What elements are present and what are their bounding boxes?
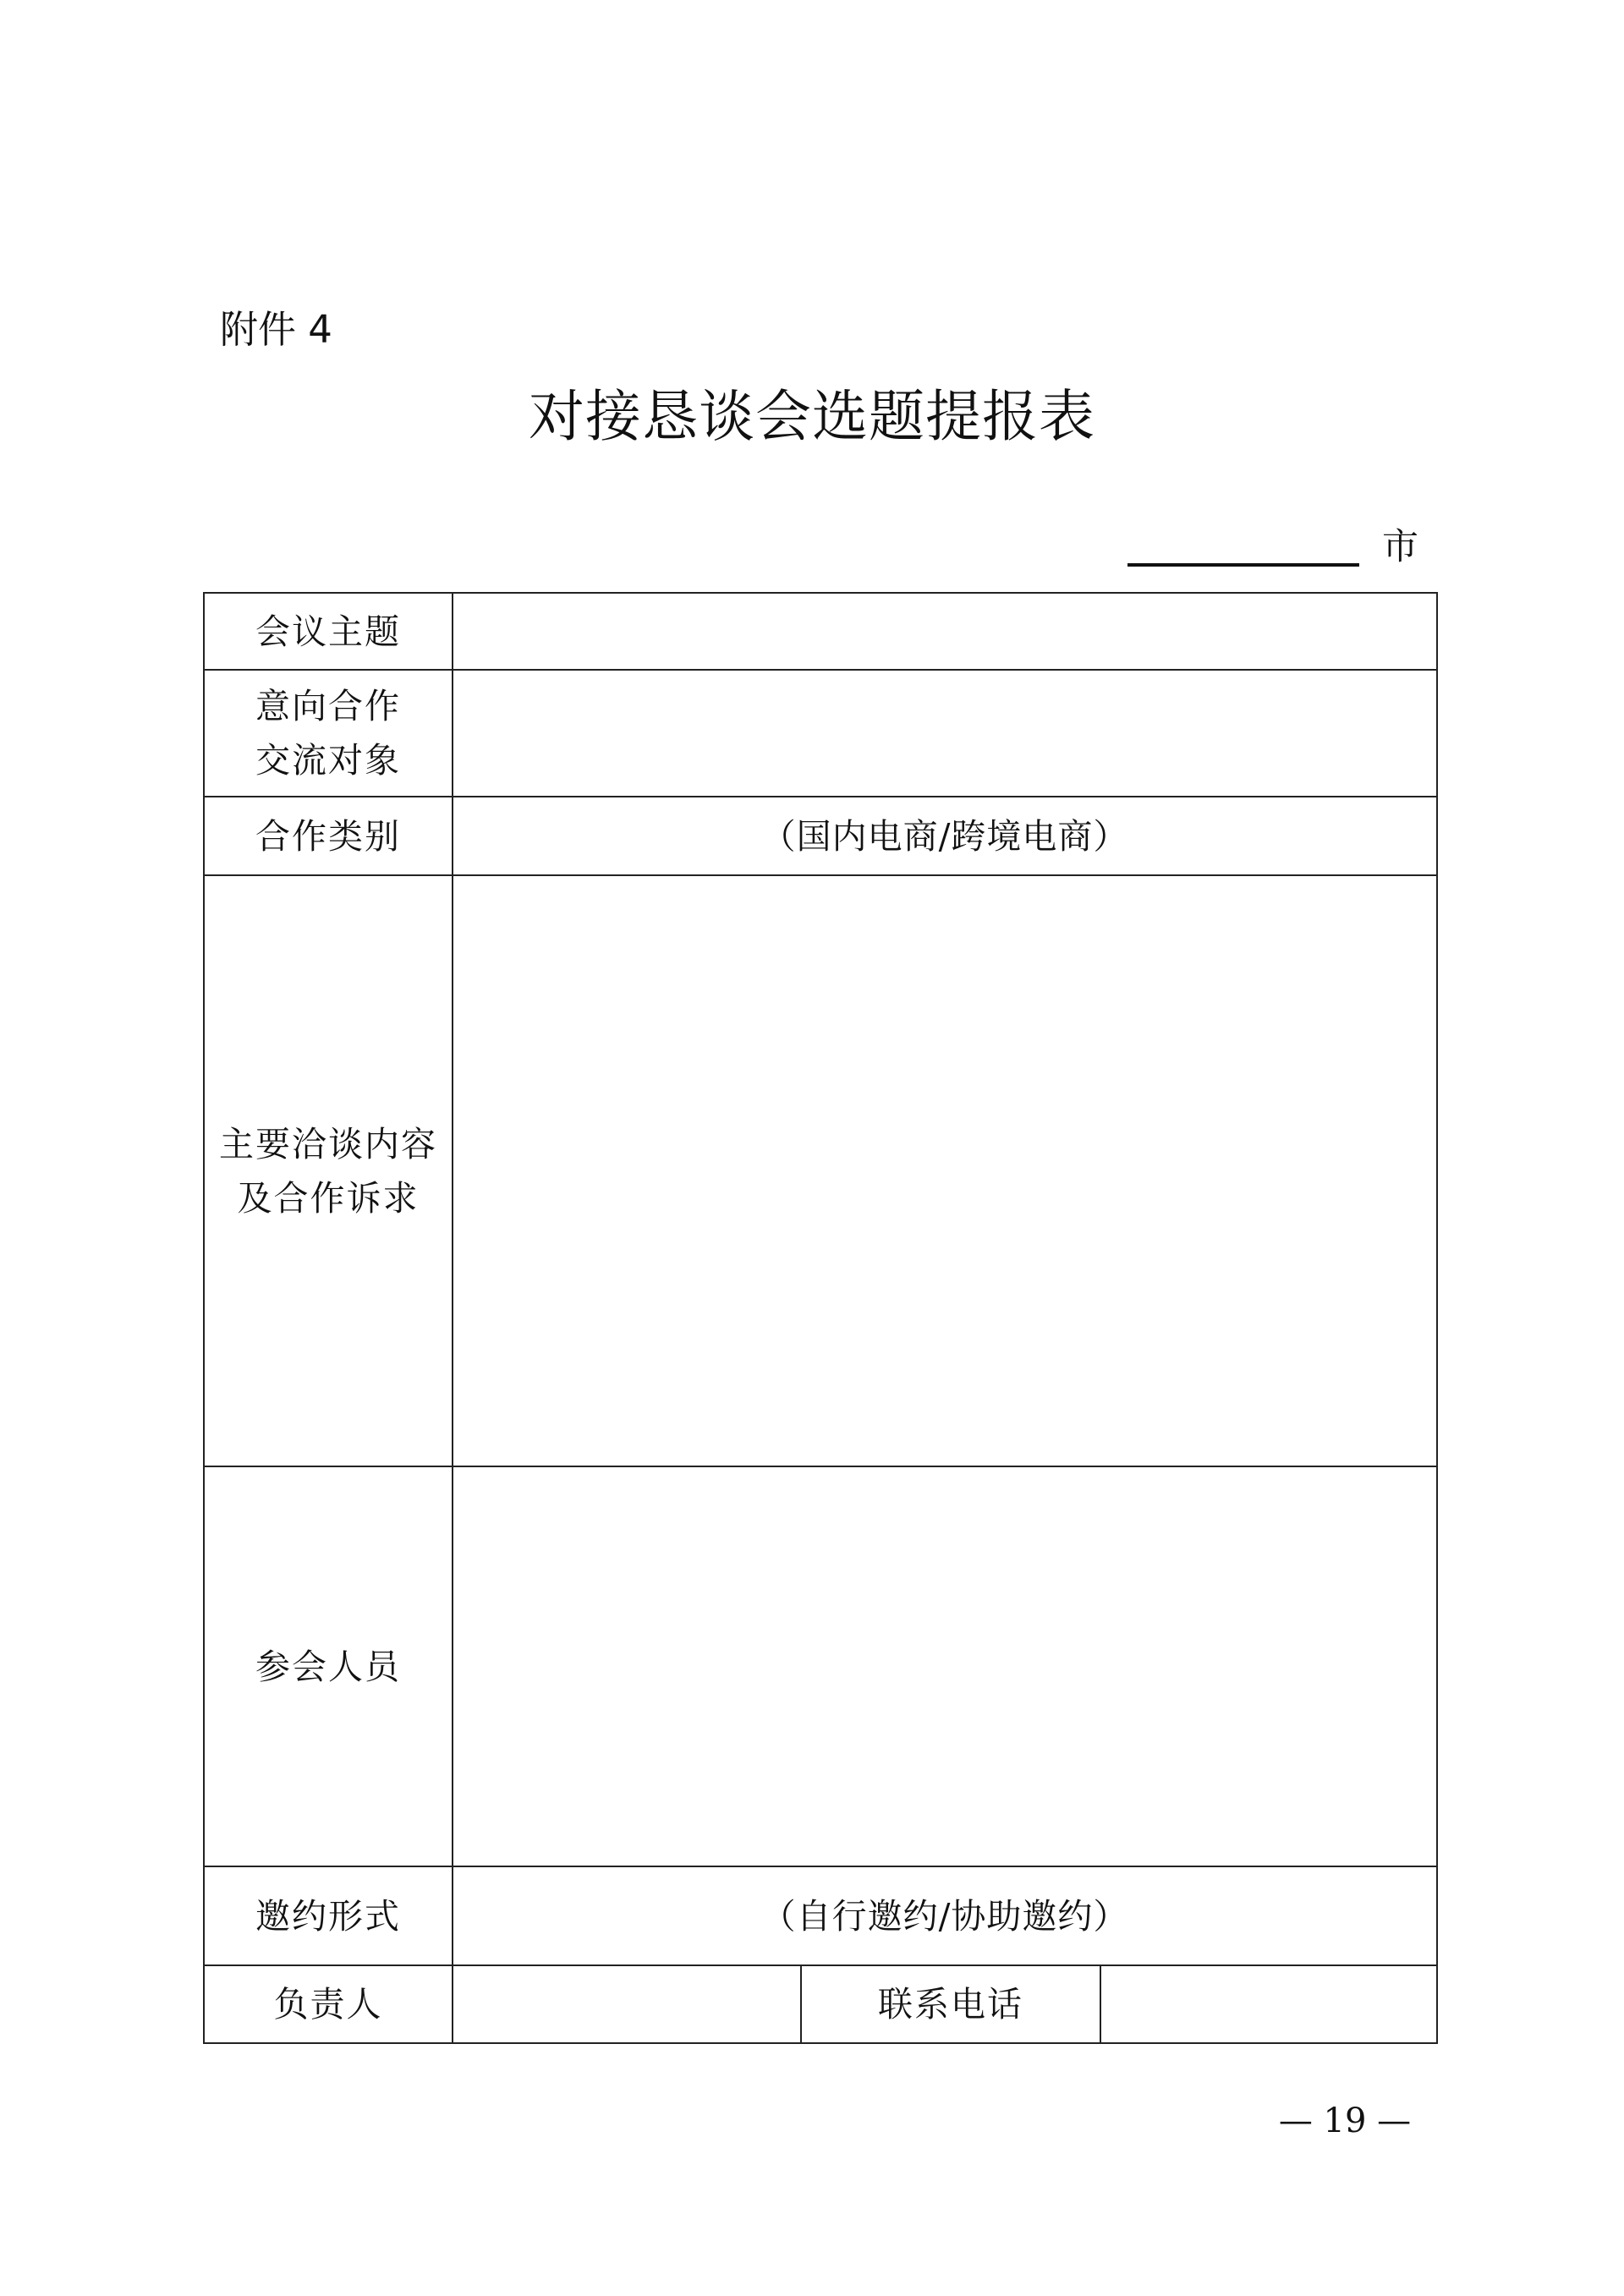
category-field[interactable]: （国内电商/跨境电商） bbox=[453, 797, 1437, 875]
content-label-line1: 主要洽谈内容 bbox=[219, 1123, 437, 1164]
topic-label: 会议主题 bbox=[204, 593, 453, 670]
city-suffix: 市 bbox=[1382, 526, 1418, 568]
owner-field[interactable] bbox=[453, 1965, 801, 2043]
phone-label: 联系电话 bbox=[801, 1965, 1100, 2043]
topic-field[interactable] bbox=[453, 593, 1437, 670]
row-invite bbox=[204, 1866, 1437, 1965]
row-category bbox=[204, 797, 1437, 875]
attachment-label: 附件 4 bbox=[220, 307, 332, 352]
row-topic bbox=[204, 593, 1437, 670]
attendees-field[interactable] bbox=[453, 1466, 1437, 1866]
category-label: 合作类别 bbox=[204, 797, 453, 875]
row-partner bbox=[204, 670, 1437, 797]
form-title: 对接恳谈会选题提报表 bbox=[529, 384, 1095, 449]
row-content bbox=[204, 875, 1437, 1466]
invite-field[interactable]: （自行邀约/协助邀约） bbox=[453, 1866, 1437, 1965]
partner-label bbox=[204, 670, 453, 797]
partner-label-line2: 交流对象 bbox=[255, 740, 401, 781]
page-number: — 19 — bbox=[1278, 2101, 1412, 2140]
content-label bbox=[204, 875, 453, 1466]
partner-label-line1: 意向合作 bbox=[255, 686, 401, 726]
row-contact bbox=[204, 1965, 1437, 2043]
owner-label: 负责人 bbox=[204, 1965, 453, 2043]
row-attendees bbox=[204, 1466, 1437, 1866]
report-form-table bbox=[203, 592, 1438, 2044]
content-label-line2: 及合作诉求 bbox=[237, 1177, 420, 1219]
attendees-label: 参会人员 bbox=[204, 1466, 453, 1866]
partner-field[interactable] bbox=[453, 670, 1437, 797]
invite-label: 邀约形式 bbox=[204, 1866, 453, 1965]
city-blank-line bbox=[1127, 563, 1359, 567]
phone-field[interactable] bbox=[1100, 1965, 1437, 2043]
content-field[interactable] bbox=[453, 875, 1437, 1466]
